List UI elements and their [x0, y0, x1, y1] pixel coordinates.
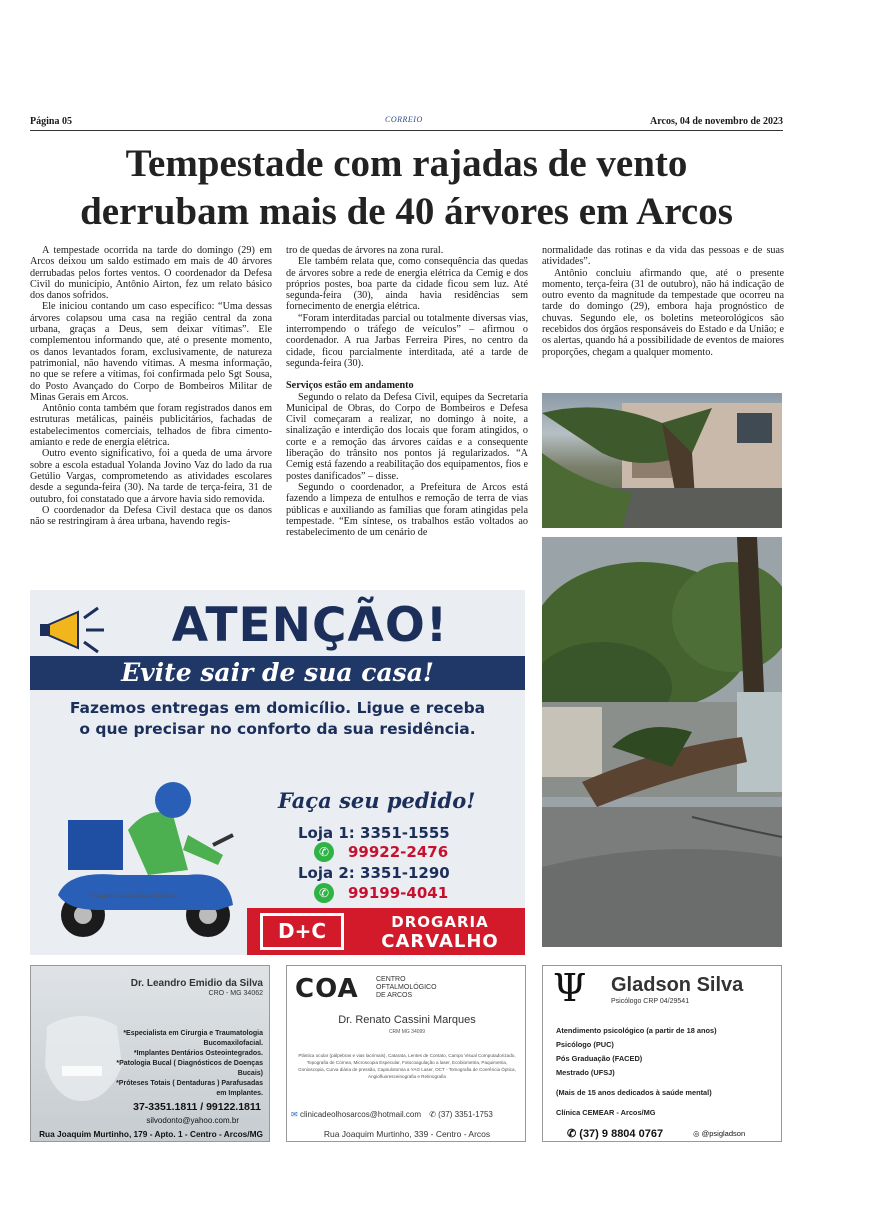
article-subheading: Serviços estão em andamento — [286, 380, 414, 392]
dentist-email: silvodonto@yahoo.com.br — [146, 1116, 239, 1125]
coa-sub-line: DE ARCOS — [376, 992, 413, 999]
ad-line-1: Fazemos entregas em domicílio. Ligue e receba — [69, 699, 486, 717]
paragraph: tro de quedas de árvores na zona rural. — [286, 245, 444, 256]
coa-contact — [291, 1110, 523, 1119]
coa-email: clinicadeolhosarcos@hotmail.com — [299, 1110, 421, 1119]
dentist-cro: CRO - MG 34062 — [208, 990, 263, 997]
detail-line: (Mais de 15 anos dedicados à saúde mental) — [556, 1088, 712, 1097]
edition-date: Arcos, 04 de novembro de 2023 — [650, 116, 783, 127]
phone-icon: ✆ — [429, 1110, 436, 1119]
coa-ad — [286, 965, 526, 1142]
store-2-whatsapp: 99199-4041 — [348, 884, 449, 902]
gladson-phone: (37) 9 8804 0767 — [579, 1128, 664, 1140]
delivery-scooter-illustration — [38, 775, 248, 945]
store-1-phone: Loja 1: 3351-1555 — [298, 824, 450, 842]
photo-fallen-tree-street — [542, 537, 782, 947]
detail-line: Mestrado (UFSJ) — [556, 1068, 615, 1077]
paragraph: A tempestade ocorrida na tarde do domingo (29) em Arcos deixou um saldo estimado em mais de 40 árvores derrubadas pelos fortes ventos. O coordenador da Defesa Civil do município, Antônio Airton, fez um relato básico dos danos sofridos. — [30, 245, 272, 302]
dentist-services — [103, 1029, 263, 1099]
article-column-2 — [286, 245, 528, 538]
paragraph: Antônio concluiu afirmando que, até o presente momento, terça-feira (31 de outubro), não há indicação de outro evento da magnitude da tempestade que ocorreu na tarde do domingo (29), embora haja prognóstico de chuvas. Segundo ele, os boletins meteorológicos são recebidos dos órgãos responsáveis do Estado e da União; e os alertas, quando há a possibilidade de eventos de maiores proporções, chegam a qualquer momento. — [542, 267, 784, 358]
service-item: *Patologia Bucal ( Diagnósticos de Doenças Bucais) — [116, 1060, 263, 1077]
dentist-address: Rua Joaquim Murtinho, 179 - Apto. 1 - Centro - Arcos/MG — [39, 1129, 263, 1139]
detail-line: Clínica CEMEAR - Arcos/MG — [556, 1108, 656, 1117]
email-icon: ✉ — [291, 1110, 298, 1119]
paragraph: Segundo o coordenador, a Prefeitura de Arcos está fazendo a limpeza de entulhos e remoção de terra de vias públicas e auxiliando as famílias que foram atingidas pela tempestade. “Em síntese, os trabalhos estão voltados ao restabelecimento de um cenário de — [286, 481, 528, 539]
brand-line-2: CARVALHO — [381, 931, 499, 952]
dentist-phone: 37-3351.1811 / 99122.1811 — [133, 1101, 261, 1113]
coa-address: Rua Joaquim Murtinho, 339 - Centro - Arcos — [323, 1129, 491, 1139]
gladson-instagram: @psigladson — [701, 1129, 746, 1138]
page-header — [30, 115, 783, 131]
paragraph: “Foram interditadas parcial ou totalmente diversas vias, interrompendo o tráfego de veículos” – afirmou o coordenador. A rua Jarbas Ferreira Pires, no centro da cidade, ficou parcialmente interditada, até a tarde de segunda-feira (30). — [286, 312, 528, 369]
gladson-details — [556, 1024, 717, 1120]
coa-sub-line: CENTRO — [376, 976, 406, 983]
service-item: *Especialista em Cirurgia e Traumatologia — [123, 1030, 263, 1037]
service-item: *Próteses Totais ( Dentaduras ) Parafusadas — [116, 1080, 263, 1087]
detail-line: Pós Graduação (FACED) — [556, 1054, 643, 1063]
article-headline — [30, 140, 783, 236]
paragraph: Ele também relata que, como consequência das quedas de árvores sobre a rede de energia elétrica da Cemig e dos próprios postes, boa parte da cidade ficou sem luz. Até segunda-feira (30), ainda havia residências sem fornecimento de energia elétrica. — [286, 256, 528, 313]
detail-line: Psicólogo (PUC) — [556, 1040, 614, 1049]
gladson-phone-row — [567, 1127, 663, 1140]
gladson-crp: Psicólogo CRP 04/29541 — [611, 998, 690, 1005]
coa-phone: (37) 3351-1753 — [438, 1110, 493, 1119]
ad-delivery-text — [30, 698, 525, 740]
gladson-ad — [542, 965, 782, 1142]
coa-doctor: Dr. Renato Cassini Marques — [338, 1014, 476, 1026]
photo-fallen-tree-house — [542, 393, 782, 528]
ad-title: ATENÇÃO! — [171, 598, 449, 653]
coa-crm: CRM MG 34099 — [388, 1029, 426, 1035]
paragraph: normalidade das rotinas e da vida das pessoas e de suas atividades”. — [542, 245, 784, 268]
coa-logo: COA — [295, 974, 359, 1004]
brand-name — [360, 913, 520, 951]
psi-icon: Ψ — [553, 966, 587, 1010]
detail-line: Atendimento psicológico (a partir de 18 anos) — [556, 1026, 717, 1035]
dentist-name: Dr. Leandro Emidio da Silva — [130, 978, 263, 989]
ad-subtitle: Evite sair de sua casa! — [121, 658, 434, 687]
ad-cta: Faça seu pedido! — [278, 788, 476, 813]
paragraph: Segundo o relato da Defesa Civil, equipes da Secretaria Municipal de Obras, do Corpo de Bombeiros e Defesa Civil começaram a realizar, no domingo à noite, a sinalização e interdição dos locais que foram atingidos, o corte e a remoção das árvores caídas e a consequente liberação do trânsito nos pontos já regularizados. “A Cemig está fazendo a reabilitação dos equipamentos, fios e postes danificados” – disse. — [286, 391, 528, 482]
page-number: Página 05 — [30, 116, 72, 127]
drogaria-logo — [260, 913, 344, 950]
service-item: Bucomaxilofacial. — [203, 1040, 263, 1047]
store-2-phone: Loja 2: 3351-1290 — [298, 864, 450, 882]
paragraph: Outro evento significativo, foi a queda de uma árvore sobre a escola estadual Yolanda Jovino Vaz do lado da rua Getúlio Vargas, comprometendo as atividades escolares desde a segunda-feira (30). Na tarde de terça-feira, 31 de outubro, foi constatado que a árvore havia sido removida. — [30, 448, 272, 505]
drogaria-ad — [30, 590, 525, 955]
article-column-3 — [542, 245, 784, 358]
article-column-1 — [30, 245, 272, 527]
whatsapp-icon: ✆ — [314, 883, 334, 903]
ad-line-2: o que precisar no conforto da sua residência. — [79, 720, 476, 738]
paragraph: Ele iniciou contando um caso específico: “Uma dessas árvores colapsou uma casa na região central da zona urbana, graças a Deus, sem deixar vítimas”. Ele complementou informando que, até o presente momento, os danos levantados foram, exclusivamente, de natureza patrimonial, não havendo vítimas. A mesma informação, no que se refere a vítimas, foi confirmada pelo Sgt Sousa, do Posto Avançado do Corpo de Bombeiros Militar de Minas Gerais em Arcos. — [30, 301, 272, 403]
service-item: *Implantes Dentários Osteointegrados. — [133, 1050, 263, 1057]
headline-line-1: Tempestade com rajadas de vento — [125, 142, 688, 185]
instagram-icon: ◎ — [693, 1129, 700, 1138]
gladson-name: Gladson Silva — [611, 974, 744, 996]
coa-services: Plástica ocular (pálpebras e vias lacrimais), Catarata, Lentes de Contato, Campo Visual Computadorizado, Topografia de Córnea, Microscopia Especular, Fotocoagulação a laser, Ecobiometria, Paquimetria, Gonioscopia, Curva diária de pressão, Capsulotomia a YAG Laser, OCT - Tomografia de Coerência Óptica, Angiofluoresceinografia e Retinografia — [298, 1053, 516, 1079]
store-1-whatsapp: 99922-2476 — [348, 843, 449, 861]
paragraph: O coordenador da Defesa Civil destaca que os danos não se restringiram à área urbana, havendo regis- — [30, 504, 272, 528]
brand-line-1: DROGARIA — [391, 913, 489, 931]
paragraph: Antônio conta também que foram registrados danos em estruturas metálicas, painéis publicitários, fachadas de estabelecimentos comerciais, telhados de fibra cimento-amianto e rede de energia elétrica. — [30, 403, 272, 449]
service-item: em Implantes. — [216, 1090, 263, 1097]
gladson-instagram-row — [693, 1129, 745, 1138]
coa-subtitle — [376, 976, 437, 1000]
whatsapp-icon: ✆ — [314, 842, 334, 862]
newspaper-logo: CORREIO — [385, 115, 423, 124]
coa-sub-line: OFTALMOLÓGICO — [376, 984, 437, 991]
logo-text: D+C — [263, 916, 341, 947]
dentist-ad — [30, 965, 270, 1142]
headline-line-2: derrubam mais de 40 árvores em Arcos — [80, 190, 733, 233]
ad-caption: *imagens meramente ilustrativas — [90, 894, 178, 900]
whatsapp-icon: ✆ — [567, 1128, 577, 1140]
